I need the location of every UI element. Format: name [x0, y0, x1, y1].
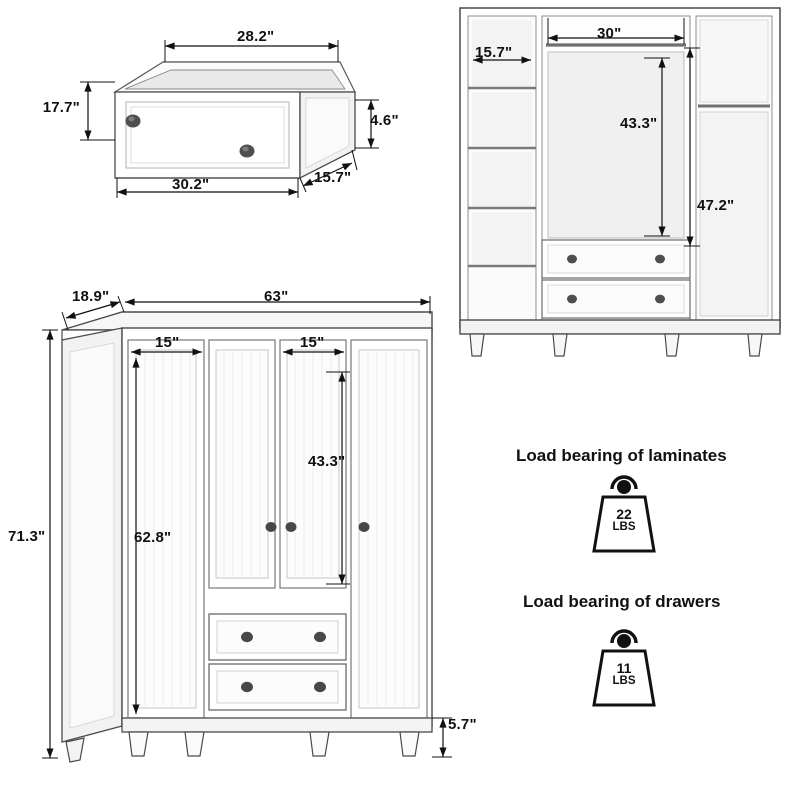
laminates-weight-unit: LBS — [612, 521, 636, 533]
front-illustration — [62, 312, 432, 762]
laminates-weight-number: 22 — [616, 506, 632, 522]
dim-drawer-depth-bottom-right: 15.7" — [314, 169, 352, 186]
dim-drawer-width-top: 28.2" — [237, 28, 275, 45]
drawer-illustration — [115, 62, 355, 178]
dim-cabinet-width: 63" — [264, 288, 289, 305]
dim-cabinet-depth: 18.9" — [72, 288, 110, 305]
dim-drawer-depth-left: 17.7" — [42, 99, 80, 116]
dim-door-width-left: 15" — [155, 334, 180, 351]
dim-shelf-width: 15.7" — [475, 44, 513, 61]
dim-leg-height: 5.7" — [448, 716, 477, 733]
dim-hanging-height: 43.3" — [620, 115, 658, 132]
dim-drawer-height-right: 4.6" — [370, 112, 399, 129]
drawers-load-title: Load bearing of drawers — [523, 592, 721, 611]
dim-side-hanging-height: 47.2" — [697, 197, 735, 214]
drawers-load-value — [594, 660, 654, 687]
drawers-weight-number: 11 — [616, 660, 632, 676]
drawers-weight-unit: LBS — [612, 675, 636, 687]
dim-center-width: 30" — [597, 25, 622, 42]
dim-door-height: 62.8" — [134, 529, 172, 546]
laminates-load-value — [594, 506, 654, 533]
dim-cabinet-height: 71.3" — [8, 528, 46, 545]
dim-inner-hanging-height: 43.3" — [308, 453, 346, 470]
dim-door-width-right: 15" — [300, 334, 325, 351]
dim-drawer-width-bottom: 30.2" — [172, 176, 210, 193]
laminates-load-title: Load bearing of laminates — [516, 446, 727, 465]
